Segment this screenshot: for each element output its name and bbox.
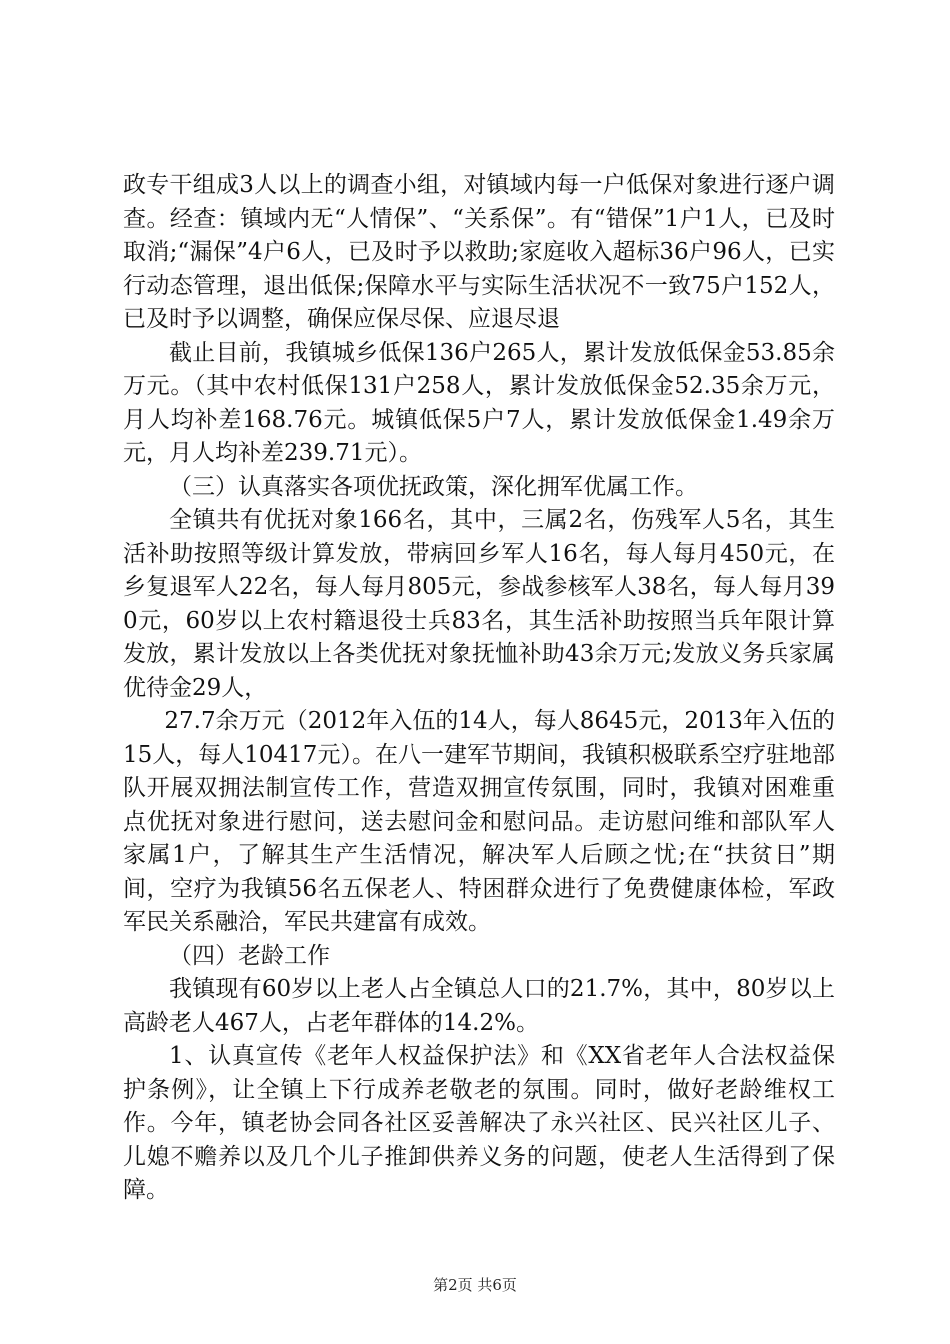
paragraph-preferential-care-recipients: 全镇共有优抚对象166名，其中，三属2名，伤残军人5名，其生活补助按照等级计算发放，带病回乡军人16名，每人每月450元，在乡复退军人22名，每人每月805元，参战参核军人38名，每人每月390元，60岁以上农村籍退役士兵83名，其生活补助按照当兵年限计算发放，累计发放以上各类优抚对象抚恤补助43余万元;发放义务兵家属优待金29人， (123, 507, 835, 701)
paragraph-army-support: 27.7余万元（2012年入伍的14人，每人8645元，2013年入伍的15人，每人10417元）。在八一建军节期间，我镇积极联系空疗驻地部队开展双拥法制宣传工作，营造双拥宣传氛围，同时，我镇对困难重点优抚对象进行慰问，送去慰问金和慰问品。走访慰问维和部队军人家属1户，了解其生产生活情况，解决军人后顾之忧;在“扶贫日”期间，空疗为我镇56名五保老人、特困群众进行了免费健康体检，军政军民关系融洽，军民共建富有成效。 (123, 708, 835, 935)
paragraph-elderly-rights: 1、认真宣传《老年人权益保护法》和《XX省老年人合法权益保护条例》，让全镇上下行成养老敬老的氛围。同时，做好老龄维权工作。今年，镇老协会同各社区妥善解决了永兴社区、民兴社区儿子、儿媳不赡养以及几个儿子推卸供养义务的问题，使老人生活得到了保障。 (123, 1043, 835, 1203)
paragraph-low-income-totals: 截止目前，我镇城乡低保136户265人，累计发放低保金53.85余万元。（其中农村低保131户258人，累计发放低保金52.35余万元，月人均补差168.76元。城镇低保5户7人，累计发放低保金1.49余万元，月人均补差239.71元）。 (123, 339, 835, 466)
section-heading-elderly-work: （四）老龄工作 (169, 942, 330, 969)
paragraph-elderly-statistics: 我镇现有60岁以上老人占全镇总人口的21.7%，其中，80岁以上高龄老人467人，占老年群体的14.2%。 (123, 976, 835, 1036)
section-heading-preferential-care: （三）认真落实各项优抚政策，深化拥军优属工作。 (169, 473, 698, 500)
page-number-footer: 第2页 共6页 (433, 1276, 517, 1294)
paragraph-low-income-survey: 政专干组成3人以上的调查小组，对镇域内每一户低保对象进行逐户调查。经查：镇域内无“人情保”、“关系保”。有“错保”1户1人，已及时取消;“漏保”4户6人，已及时予以救助;家庭收入超标36户96人，已实行动态管理，退出低保;保障水平与实际生活状况不一致75户152人，已及时予以调整，确保应保尽保、应退尽退 (123, 172, 835, 332)
document-body (123, 169, 835, 1208)
